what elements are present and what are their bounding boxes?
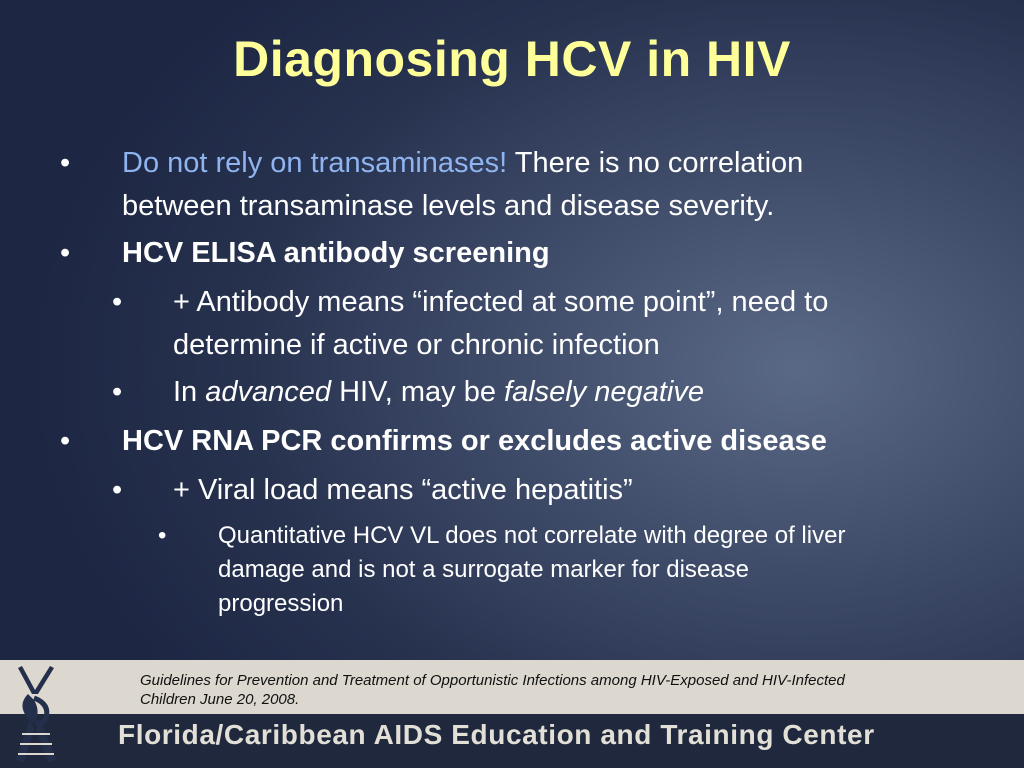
bullet-glyph: • bbox=[60, 425, 71, 457]
citation-line: Guidelines for Prevention and Treatment of Opportunistic Infections among HIV-Exposed and HIV-Infected bbox=[140, 672, 845, 689]
organization-name: Florida/Caribbean AIDS Education and Training Center bbox=[118, 719, 875, 750]
bullet-glyph: • bbox=[60, 147, 71, 179]
bullet-text-continued: determine if active or chronic infection bbox=[173, 329, 660, 361]
bullet-glyph: • bbox=[60, 237, 71, 269]
slide-title: Diagnosing HCV in HIV bbox=[233, 31, 791, 87]
bullet-text: There is no correlation bbox=[507, 147, 804, 179]
bullet-text: + Antibody means “infected at some point”, need to bbox=[173, 286, 829, 318]
bullet-glyph: • bbox=[112, 474, 123, 506]
bullet-glyph: • bbox=[112, 286, 123, 318]
bullet-text: HCV RNA PCR confirms or excludes active disease bbox=[122, 425, 827, 457]
citation-line: Children June 20, 2008. bbox=[140, 691, 300, 708]
citation bbox=[140, 671, 1000, 709]
text-segment: In bbox=[173, 376, 206, 408]
bullet-text-continued: between transaminase levels and disease severity. bbox=[122, 190, 775, 222]
bullet-text: Quantitative HCV VL does not correlate with degree of liver bbox=[218, 522, 846, 549]
bullet-text-continued: damage and is not a surrogate marker for disease bbox=[218, 556, 749, 583]
bullet-highlight-text: Do not rely on transaminases! bbox=[122, 147, 508, 179]
emphasis-advanced: advanced bbox=[205, 376, 332, 408]
bullet-text-continued: progression bbox=[218, 590, 344, 617]
bullet-glyph: • bbox=[158, 522, 167, 549]
ribbon-figure-logo-icon bbox=[4, 664, 68, 766]
bullet-text: HCV ELISA antibody screening bbox=[122, 237, 550, 269]
bullet-text bbox=[173, 371, 704, 414]
text-segment: HIV, may be bbox=[331, 376, 505, 408]
bullet-glyph: • bbox=[112, 376, 123, 408]
emphasis-falsely-negative: falsely negative bbox=[504, 376, 704, 408]
bullet-text: + Viral load means “active hepatitis” bbox=[173, 474, 633, 506]
